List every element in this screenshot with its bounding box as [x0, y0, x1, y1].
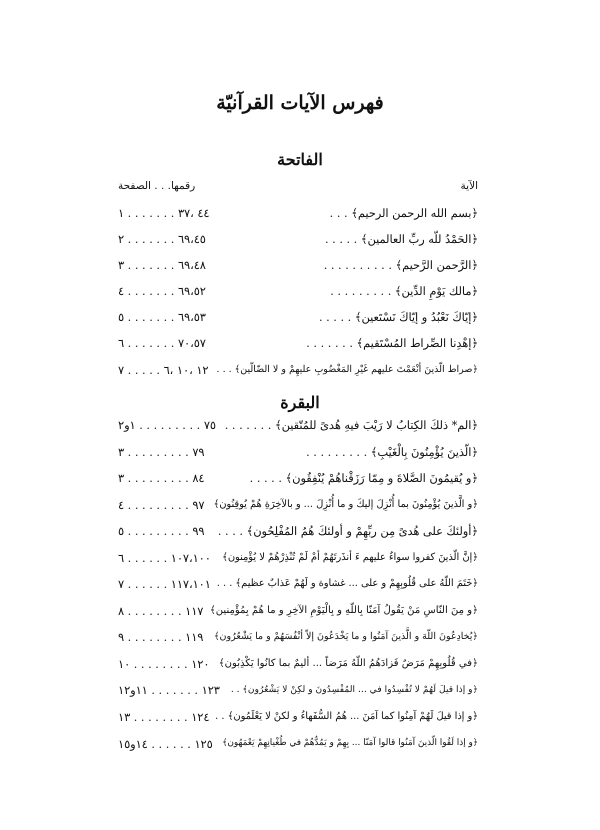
list-item [118, 360, 478, 386]
ayah-reference: ١٢٠ . . . . . . . . ١٠ [118, 657, 210, 671]
ayah-reference: ١٠٧،١٠٠ . . . . . . ٦ [118, 551, 211, 565]
ayah-text: ﴿الّذينَ يُؤْمِنُونَ بِالْغَيْبِ﴾ . . . . . . . . . [306, 445, 478, 459]
list-item [118, 680, 478, 707]
ayah-text: ﴿الرَّحمن الرَّحيم﴾ . . . . . . . . . . [323, 259, 478, 273]
ayah-reference: ٦٩،٥٣ . . . . . . . ٥ [118, 311, 206, 325]
ayah-text: ﴿و يُقيمُونَ الصَّلاةَ و مِمّا رَزَقْناهُمْ يُنْفِقُون﴾ . . . . . [249, 472, 478, 486]
list-item [118, 229, 478, 255]
ayah-text: ﴿يُخادِعُونَ اللّهَ و الَّذينَ آمَنُوا و ما يَخْدَعُونَ إلاّ أنْفُسَهُمْ و ما يَشْعُرُون﴾ [213, 631, 478, 643]
ayah-text: ﴿و إذا قيلَ لَهُمْ آمِنُوا كما آمَنَ ... هُمُ السُّفَهاءُ و لكنْ لا يَعْلَمُون﴾ . . [215, 711, 478, 723]
ayah-reference: ٧٠،٥٧ . . . . . . . ٦ [118, 337, 206, 351]
ayah-text: ﴿أولئكَ على هُدىً مِن ربِّهِمْ و أولئكَ هُمُ المُفْلِحُون﴾ . . . . [217, 525, 478, 539]
list-item [118, 601, 478, 628]
ayah-text: ﴿و مِنَ النّاسِ مَنْ يَقُولُ آمَنّا بِاللّهِ و بِالْيَوْمِ الآخِرِ و ما هُمْ بِمُؤْمِنين﴾ [209, 604, 478, 616]
ayah-reference: ٧٥ . . . . . . . . . ١و٢ [118, 419, 216, 432]
ayah-reference: ٨٤ . . . . . . . . . ٣ [118, 472, 205, 486]
list-item [118, 468, 478, 495]
list-item [118, 548, 478, 575]
list-item [118, 654, 478, 681]
ayah-text: ﴿إهْدِنا الصِّراط المُسْتَقيم﴾ . . . . . . . [306, 337, 478, 351]
list-item [118, 307, 478, 333]
ayah-reference: ٩٧ . . . . . . . . . ٤ [118, 498, 205, 512]
ayah-text: ﴿إيّاكَ نَعْبُدُ و إيّاكَ نَسْتَعين﴾ . . . . . [318, 311, 478, 325]
list-item [118, 521, 478, 548]
page-title: فهرس الآيات القرآنيّة [216, 92, 384, 114]
ayah-text: ﴿إنَّ الّذينَ كفروا سواءٌ عليهم ءَ أنذَرتَهُمْ أمْ لَمْ تُنْذِرْهُمْ لا يُؤْمِنون﴾ [222, 551, 478, 563]
ayah-reference: ٦٩،٤٨ . . . . . . . ٣ [118, 259, 206, 273]
ayah-reference: ١١٧ . . . . . . . . ٨ [118, 604, 204, 618]
list-item [118, 707, 478, 734]
list-item [118, 442, 478, 469]
ayah-text: ﴿خَتَمَ اللّهُ على قُلُوبِهِمْ و على ... غشاوة و لَهُمْ عَذابٌ عظيم﴾ . . . [216, 578, 478, 590]
ayah-reference: ٦٩،٤٥ . . . . . . . ٢ [118, 233, 206, 247]
ayah-text: ﴿و إذا لَقُوا الّذينَ آمَنُوا قالوا آمَنّا ... بِهِمْ و يَمُدُّهُمْ في طُغْيانِهِمْ يَعْمَهُون﴾ [222, 737, 478, 748]
list-item [118, 574, 478, 601]
fatiha-list [118, 203, 478, 386]
list-item [118, 281, 478, 307]
ayah-reference: ١١٩ . . . . . . . . ٩ [118, 631, 204, 645]
ayah-reference: ٦٩،٥٢ . . . . . . . ٤ [118, 285, 206, 299]
list-item [118, 495, 478, 522]
ayah-reference: ١١٧،١٠١ . . . . . . ٧ [118, 578, 211, 592]
surah-heading-fatiha: الفاتحة [277, 150, 323, 169]
ayah-reference: ١٢٣ . . . . . . . ١١و١٢ [118, 684, 220, 698]
ayah-reference: ١٢٤ . . . . . . . . ١٣ [118, 711, 210, 725]
header-ayah: الآية [460, 180, 478, 192]
ayah-text: ﴿صراط الّذينَ أنْعَمْتَ عليهم غَيْرِ المَغْضُوبِ عليهِمْ و لا الضّالّين﴾ . . . [216, 363, 478, 375]
list-item [118, 333, 478, 359]
ayah-reference: ٧٩ . . . . . . . . . ٣ [118, 445, 205, 459]
header-number-page: رقمها. . . الصفحة [118, 180, 196, 192]
ayah-text: ﴿الحَمْدُ للّه ربِّ العالمين﴾ . . . . . [324, 233, 478, 247]
ayah-reference: ١٢ ،١٠ ،٦ . . . . . ٧ [118, 363, 209, 377]
baqara-list [118, 415, 478, 760]
ayah-text: ﴿بسم الله الرحمن الرحيم﴾ . . . [329, 207, 478, 220]
list-item [118, 734, 478, 761]
ayah-reference: ٤٤ ،٣٧ . . . . . . . ١ [118, 207, 210, 220]
ayah-reference: ٩٩ . . . . . . . . . ٥ [118, 525, 205, 539]
ayah-text: ﴿و الَّذينَ يُؤْمِنُونَ بما أُنْزِلَ إليكَ و ما أُنْزِلَ ... و بالآخِرَةِ هُمْ يُوقِنُون﴾ [213, 498, 478, 510]
ayah-text: ﴿في قُلُوبِهِمْ مَرَضٌ فَزادَهُمُ اللّهُ مَرَضاً ... أليمٌ بما كانُوا يَكْذِبُون﴾ [218, 657, 478, 669]
ayah-text: ﴿و إذا قيلَ لَهُمْ لا تُفْسِدُوا في ... المُفْسِدُونَ و لكِنْ لا يَشْعُرُون﴾ . . [230, 684, 478, 696]
list-item [118, 203, 478, 229]
ayah-text: ﴿مالك يَوْمِ الدِّين﴾ . . . . . . . . . [330, 285, 478, 299]
list-item [118, 255, 478, 281]
list-item [118, 627, 478, 654]
ayah-text: ﴿الم* ذلكَ الكِتابُ لا رَيْبَ فيهِ هُدىً للمُتّقين﴾ . . . . . . . [224, 419, 478, 432]
ayah-reference: ١٢٥ . . . . . . ١٤و١٥ [118, 737, 213, 751]
surah-heading-baqara: البقرة [280, 393, 320, 412]
list-item [118, 415, 478, 442]
